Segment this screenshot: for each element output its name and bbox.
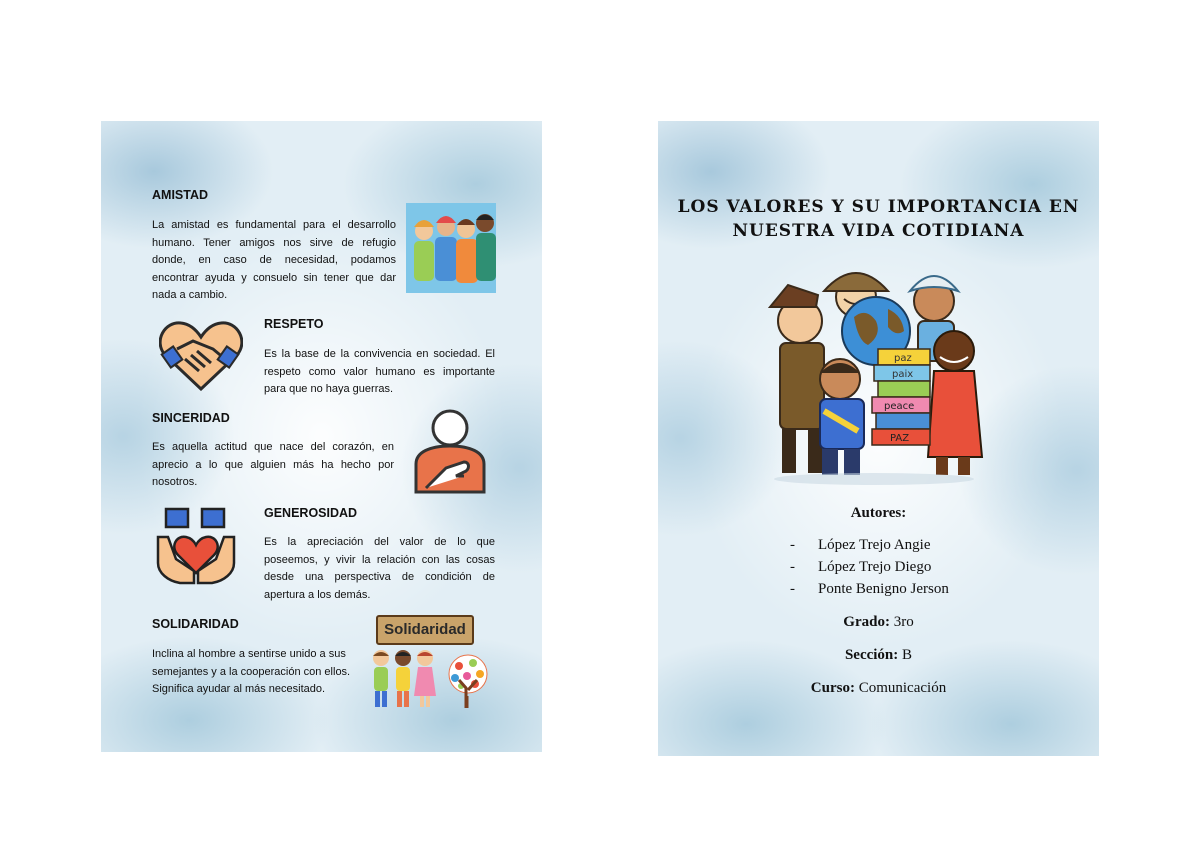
friends-group-image — [406, 203, 496, 293]
section-title-solidaridad: SOLIDARIDAD — [152, 617, 239, 631]
author-item — [790, 559, 931, 576]
section-title-sinceridad: SINCERIDAD — [152, 411, 230, 425]
cover-title-line2: NUESTRA VIDA COTIDIANA — [732, 221, 1025, 241]
handshake-heart-icon — [159, 319, 243, 391]
author-name: Ponte Benigno Jerson — [818, 581, 949, 597]
grade-line — [658, 614, 1099, 631]
course-line — [658, 680, 1099, 697]
section-line — [658, 647, 1099, 664]
section-text-amistad: La amistad es fundamental para el desarrollo humano. Tener amigos nos sirve de refugio donde, en caso de necesidad, podamos encontrar ayuda y consuelo sin tener que dar nada a cambio. — [152, 219, 396, 301]
course-label: Curso: — [810, 680, 855, 696]
section-text-generosidad: Es la apreciación del valor de lo que poseemos, y vivir la relación con las cosas desde una perspectiva de condición de apertura a los demás. — [264, 536, 495, 601]
cover-title — [658, 195, 1099, 243]
tree-of-hands-image — [445, 654, 491, 710]
author-item — [790, 581, 949, 598]
author-bullet: - — [790, 559, 795, 575]
children-holding-hands-image — [369, 648, 437, 710]
grade-label: Grado: — [843, 614, 890, 630]
author-name: López Trejo Angie — [818, 537, 931, 553]
course-value: Comunicación — [858, 680, 947, 696]
author-item — [790, 537, 931, 554]
right-page — [658, 121, 1099, 756]
section-text-respeto: Es la base de la convivencia en sociedad. El respeto como valor humano es importante para que no haya guerras. — [264, 348, 495, 395]
author-bullet: - — [790, 581, 795, 597]
book-word-paz-2: PAZ — [890, 433, 910, 444]
section-text-sinceridad: Es aquella actitud que nace del corazón, en aprecio a lo que alguien más ha hecho por nosotros. — [152, 441, 394, 488]
author-name: López Trejo Diego — [818, 559, 932, 575]
book-word-peace: peace — [884, 401, 915, 412]
authors-label: Autores: — [850, 505, 907, 521]
children-of-the-world-illustration — [758, 261, 990, 486]
solidaridad-sign: Solidaridad — [376, 615, 474, 645]
section-value: B — [902, 647, 913, 663]
hands-holding-heart-icon — [154, 507, 238, 587]
book-word-paz: paz — [894, 353, 912, 364]
left-page — [101, 121, 542, 752]
section-title-respeto: RESPETO — [264, 317, 324, 331]
book-word-paix: paix — [892, 369, 914, 380]
author-bullet: - — [790, 537, 795, 553]
section-title-amistad: AMISTAD — [152, 188, 209, 202]
section-title-generosidad: GENEROSIDAD — [264, 506, 358, 520]
cover-title-line1: LOS VALORES Y SU IMPORTANCIA EN — [677, 197, 1080, 217]
hand-on-heart-icon — [412, 408, 488, 494]
section-text-solidaridad: Inclina al hombre a sentirse unido a sus semejantes y a la cooperación con ellos. Significa ayudar al más necesitado. — [152, 648, 351, 695]
grade-value: 3ro — [893, 614, 914, 630]
section-label: Sección: — [844, 647, 899, 663]
